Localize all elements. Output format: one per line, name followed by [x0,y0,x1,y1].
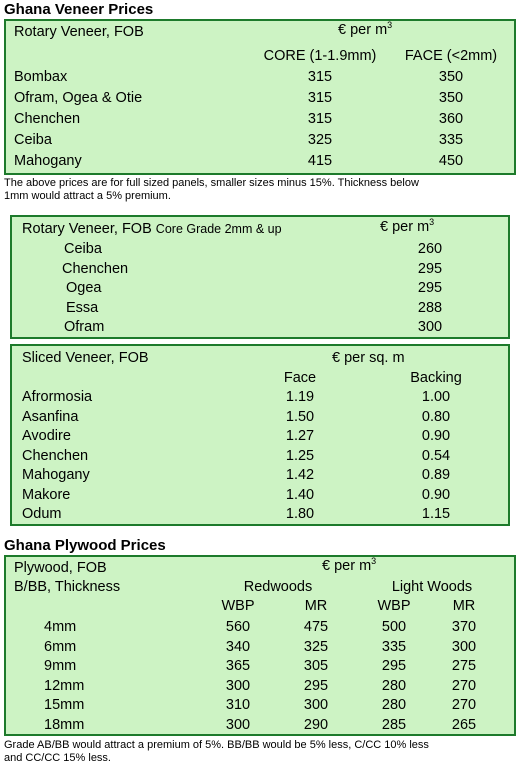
core-price: 315 [307,69,333,85]
species-name: Essa [66,299,99,316]
backing-price: 0.90 [421,486,451,503]
light-mr-price: 265 [451,716,477,733]
light-mr-price: 300 [451,638,477,655]
redwoods-mr-price: 325 [303,638,329,655]
face-price: 1.25 [285,447,315,464]
group-header-light-woods: Light Woods [391,579,473,595]
species-name: Chenchen [22,447,89,464]
redwoods-wbp-price: 300 [225,716,251,733]
light-wbp-price: 500 [381,619,407,635]
redwoods-wbp-price: 365 [225,658,251,674]
core-grade-price: 295 [417,280,443,296]
light-wbp-price: 295 [381,658,407,674]
thickness-label: 6mm [44,638,77,655]
rotary-veneer-unit: € per $m^3$ [338,20,393,38]
face-price: 335 [438,132,464,148]
light-mr-price: 270 [451,697,477,713]
species-name: Chenchen [62,260,129,277]
plywood-label: Plywood, FOB [14,560,107,576]
thickness-label: 9mm [44,658,77,674]
species-name: Asanfina [22,408,79,425]
core-grade-price: 260 [417,241,443,257]
core-price: 315 [307,90,333,106]
thickness-label: 15mm [44,697,85,713]
light-mr-price: 370 [451,619,477,635]
core-grade-price: 300 [417,319,443,335]
plywood-prices-title: Ghana Plywood Prices [4,537,166,554]
veneer-note: The above prices are for full sized panels, smaller sizes minus 15%. Thickness below 1mm would attract a 5% premium. [4,177,419,202]
col-header-redwoods-wbp: WBP [221,598,255,614]
species-name: Afrormosia [22,389,93,405]
col-header-backing: Backing [410,370,462,386]
species-name: Ogea [66,280,102,296]
rotary-veneer-label: Rotary Veneer, FOB [14,24,144,40]
sliced-veneer-label: Sliced Veneer, FOB [22,350,149,366]
plywood-table [4,555,516,736]
species-name: Ofram [64,319,105,335]
light-wbp-price: 335 [381,638,407,655]
backing-price: 0.80 [421,408,451,425]
light-mr-price: 275 [451,658,477,674]
core-grade-price: 295 [417,260,443,277]
core-veneer-table [10,215,510,339]
face-price: 350 [438,69,464,85]
species-name: Chenchen [14,111,81,127]
face-price: 350 [438,90,464,106]
face-price: 1.27 [285,428,315,444]
redwoods-wbp-price: 340 [225,638,251,655]
face-price: 1.19 [285,389,315,405]
light-mr-price: 270 [451,677,477,694]
species-name: Ceiba [14,132,52,148]
face-price: 1.42 [285,467,315,483]
light-wbp-price: 280 [381,697,407,713]
core-veneer-label: Rotary Veneer, FOB Core Grade 2mm & up [22,221,282,237]
redwoods-wbp-price: 310 [225,697,251,713]
face-price: 1.50 [285,408,315,425]
light-wbp-price: 280 [381,677,407,694]
col-header-face: Face [283,370,317,386]
core-price: 315 [307,111,333,127]
core-price: 325 [307,132,333,148]
thickness-label: 18mm [44,716,85,733]
col-header-light-wbp: WBP [377,598,411,614]
col-header-redwoods-mr: MR [304,598,328,614]
face-price: 450 [438,153,464,169]
core-veneer-unit: € per $m^3$ [380,217,435,235]
light-wbp-price: 285 [381,716,407,733]
redwoods-wbp-price: 560 [225,619,251,635]
core-grade-price: 288 [417,299,443,316]
rotary-veneer-table [4,19,516,175]
redwoods-mr-price: 295 [303,677,329,694]
species-name: Makore [22,486,71,503]
backing-price: 1.15 [421,506,451,522]
core-price: 415 [307,153,333,169]
thickness-label: 4mm [44,619,77,635]
species-name: Mahogany [14,153,82,169]
thickness-label: 12mm [44,677,85,694]
species-name: Bombax [14,69,68,85]
redwoods-mr-price: 305 [303,658,329,674]
plywood-unit: € per $m^3$ [322,556,377,574]
redwoods-mr-price: 475 [303,619,329,635]
sliced-veneer-table [10,344,510,526]
backing-price: 0.54 [421,447,451,464]
face-price: 1.80 [285,506,315,522]
sliced-veneer-unit: € per sq. m [332,350,405,366]
redwoods-mr-price: 290 [303,716,329,733]
face-price: 360 [438,111,464,127]
redwoods-mr-price: 300 [303,697,329,713]
species-name: Ofram, Ogea & Otie [14,90,143,106]
col-header-core: CORE (1-1.9mm) [263,48,377,64]
col-header-face: FACE (<2mm) [404,48,498,64]
plywood-thickness-label: B/BB, Thickness [14,579,121,595]
col-header-light-mr: MR [452,598,476,614]
redwoods-wbp-price: 300 [225,677,251,694]
backing-price: 0.89 [421,467,451,483]
backing-price: 0.90 [421,428,451,444]
backing-price: 1.00 [421,389,451,405]
species-name: Odum [22,506,62,522]
group-header-redwoods: Redwoods [243,579,313,595]
plywood-note: Grade AB/BB would attract a premium of 5%. BB/BB would be 5% less, C/CC 10% less and CC/CC 15% less. [4,739,429,764]
face-price: 1.40 [285,486,315,503]
species-name: Ceiba [64,241,102,257]
species-name: Mahogany [22,467,90,483]
species-name: Avodire [22,428,71,444]
veneer-prices-title: Ghana Veneer Prices [4,1,154,18]
